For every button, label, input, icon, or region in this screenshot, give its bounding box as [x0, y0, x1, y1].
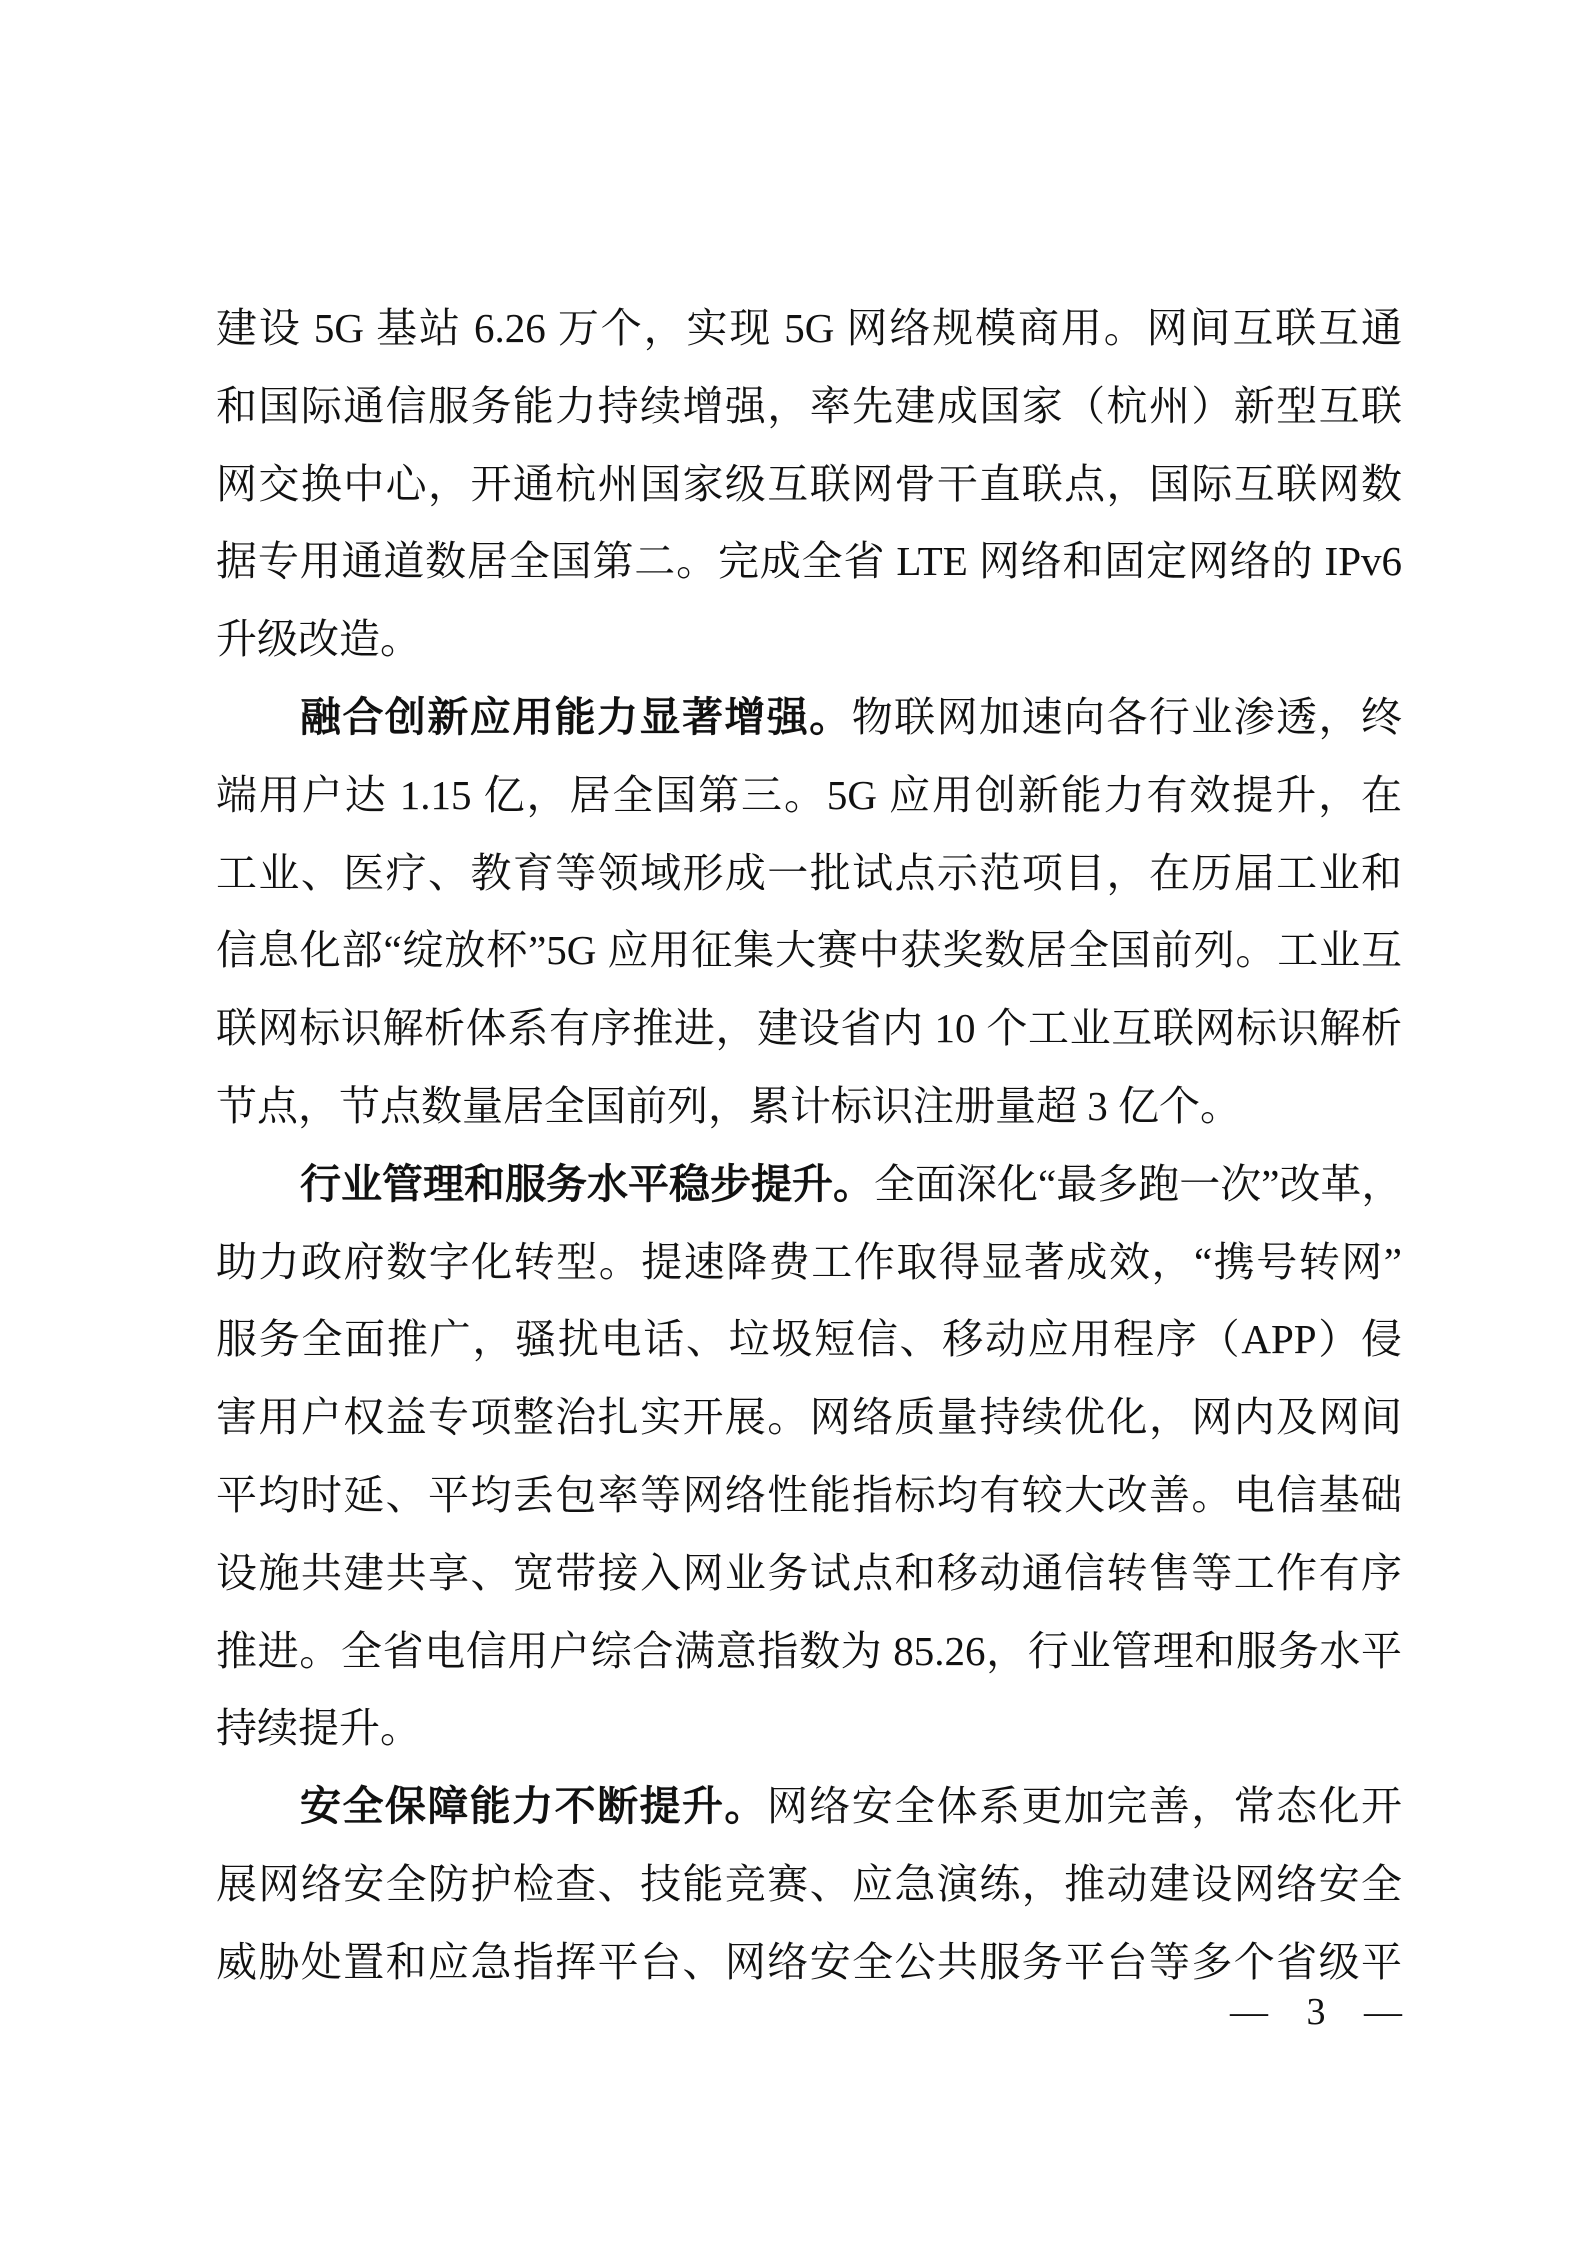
paragraph-heading: 安全保障能力不断提升。	[300, 1783, 767, 1830]
paragraph	[216, 1146, 1402, 1768]
text-line: 端用户达 1.15 亿，居全国第三。5G 应用创新能力有效提升，在	[216, 771, 1402, 818]
document-body	[216, 290, 1402, 2002]
page-number-dash-right: —	[1364, 1991, 1402, 2033]
paragraph-heading: 融合创新应用能力显著增强。	[300, 693, 852, 740]
text-line: 持续提升。	[216, 1705, 421, 1752]
page-number-dash-left: —	[1230, 1991, 1268, 2033]
text-line: 节点，节点数量居全国前列，累计标识注册量超 3 亿个。	[216, 1082, 1241, 1129]
paragraph	[216, 1768, 1402, 2001]
text-line	[216, 1768, 1402, 1846]
text-line: 工业、医疗、教育等领域形成一批试点示范项目，在历届工业和	[216, 849, 1402, 896]
text-line: 服务全面推广，骚扰电话、垃圾短信、移动应用程序（APP）侵	[216, 1316, 1402, 1363]
text-line: 据专用通道数居全国第二。完成全省 LTE 网络和固定网络的 IPv6	[216, 538, 1402, 585]
text-line: 害用户权益专项整治扎实开展。网络质量持续优化，网内及网间	[216, 1394, 1402, 1441]
text-line: 信息化部“绽放杯”5G 应用征集大赛中获奖数居全国前列。工业互	[216, 927, 1402, 974]
text-line	[216, 679, 1402, 757]
text-line: 推进。全省电信用户综合满意指数为 85.26，行业管理和服务水平	[216, 1627, 1402, 1674]
text-span: 物联网加速向各行业渗透，终	[851, 693, 1402, 740]
paragraph-heading: 行业管理和服务水平稳步提升。	[300, 1160, 874, 1207]
text-line: 升级改造。	[216, 616, 421, 663]
paragraph	[216, 290, 1402, 679]
text-line: 和国际通信服务能力持续增强，率先建成国家（杭州）新型互联	[216, 382, 1402, 429]
text-line: 助力政府数字化转型。提速降费工作取得显著成效，“携号转网”	[216, 1238, 1402, 1285]
text-line: 平均时延、平均丢包率等网络性能指标均有较大改善。电信基础	[216, 1471, 1402, 1518]
text-line: 联网标识解析体系有序推进，建设省内 10 个工业互联网标识解析	[216, 1005, 1402, 1052]
text-line: 威胁处置和应急指挥平台、网络安全公共服务平台等多个省级平	[216, 1938, 1402, 1985]
text-line: 建设 5G 基站 6.26 万个，实现 5G 网络规模商用。网间互联互通	[216, 305, 1402, 351]
text-line: 网交换中心，开通杭州国家级互联网骨干直联点，国际互联网数	[216, 460, 1402, 507]
text-span: 网络安全体系更加完善，常态化开	[766, 1783, 1403, 1830]
text-line: 设施共建共享、宽带接入网业务试点和移动通信转售等工作有序	[216, 1549, 1402, 1596]
text-span: 全面深化“最多跑一次”改革，	[874, 1160, 1403, 1207]
text-line	[216, 1146, 1402, 1224]
page-number	[1230, 1990, 1402, 2034]
text-line: 展网络安全防护检查、技能竞赛、应急演练，推动建设网络安全	[216, 1860, 1402, 1907]
page-number-value: 3	[1306, 1991, 1326, 2033]
paragraph	[216, 679, 1402, 1146]
